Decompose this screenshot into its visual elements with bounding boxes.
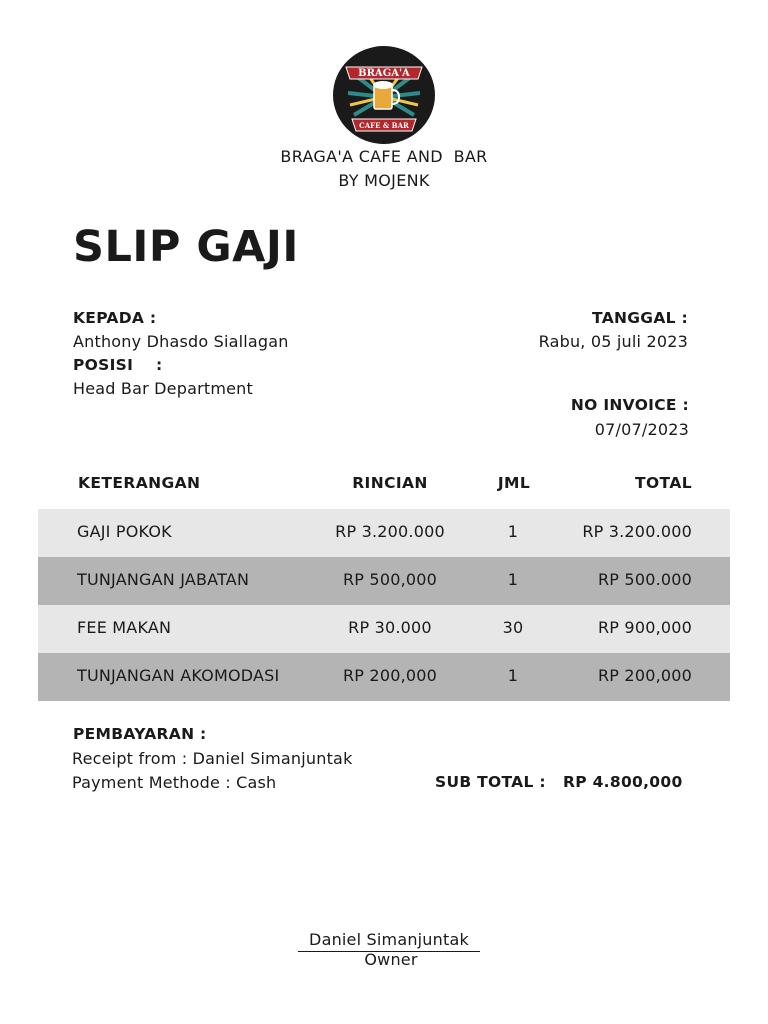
row-rincian: RP 3.200.000 — [335, 522, 445, 541]
row-rincian: RP 500,000 — [342, 570, 437, 589]
subtotal-value: RP 4.800,000 — [563, 773, 683, 791]
row-total: RP 200,000 — [597, 666, 692, 685]
row-jml: 1 — [507, 666, 519, 685]
header-rincian: RINCIAN — [352, 474, 428, 492]
row-rincian: RP 200,000 — [342, 666, 437, 685]
row-description: TUNJANGAN AKOMODASI — [77, 666, 280, 685]
date-label: TANGGAL : — [592, 309, 688, 327]
date-value: Rabu, 05 juli 2023 — [538, 332, 688, 351]
row-description: GAJI POKOK — [77, 522, 172, 541]
document-title: SLIP GAJI — [73, 222, 299, 272]
table-row — [38, 557, 730, 605]
brand-byline: BY MOJENK — [338, 171, 430, 190]
row-description: FEE MAKAN — [77, 618, 172, 637]
table-row — [38, 605, 730, 653]
header-jml: JML — [497, 474, 531, 492]
logo-top-text: BRAGA'A — [358, 68, 410, 79]
row-total: RP 900,000 — [597, 618, 692, 637]
payment-receipt: Receipt from : Daniel Simanjuntak — [72, 749, 353, 768]
row-jml: 1 — [507, 522, 519, 541]
payment-method: Payment Methode : Cash — [72, 773, 277, 792]
table-row — [38, 653, 730, 701]
row-total: RP 3.200.000 — [582, 522, 692, 541]
header-total: TOTAL — [635, 474, 692, 492]
row-jml: 30 — [502, 618, 524, 637]
invoice-label: NO INVOICE : — [570, 396, 689, 414]
row-rincian: RP 30.000 — [348, 618, 432, 637]
signatory-name: Daniel Simanjuntak — [298, 930, 480, 952]
row-total: RP 500.000 — [597, 570, 692, 589]
row-description: TUNJANGAN JABATAN — [77, 570, 250, 589]
invoice-number: 07/07/2023 — [594, 420, 689, 439]
position-label: POSISI : — [73, 356, 163, 374]
table-row — [38, 509, 730, 557]
row-jml: 1 — [507, 570, 519, 589]
signatory-role: Owner — [364, 950, 418, 969]
payment-label: PEMBAYARAN : — [73, 725, 207, 743]
recipient-name: Anthony Dhasdo Siallagan — [73, 332, 289, 351]
logo-bottom-text: CAFE & BAR — [359, 121, 409, 130]
recipient-label: KEPADA : — [73, 309, 157, 327]
subtotal-label: SUB TOTAL : — [435, 773, 546, 791]
cafe-logo — [332, 45, 436, 145]
brand-name: BRAGA'A CAFE AND BAR — [280, 147, 488, 166]
position-value: Head Bar Department — [73, 379, 253, 398]
cafe-logo-emblem — [332, 45, 436, 145]
header-keterangan: KETERANGAN — [78, 474, 201, 492]
